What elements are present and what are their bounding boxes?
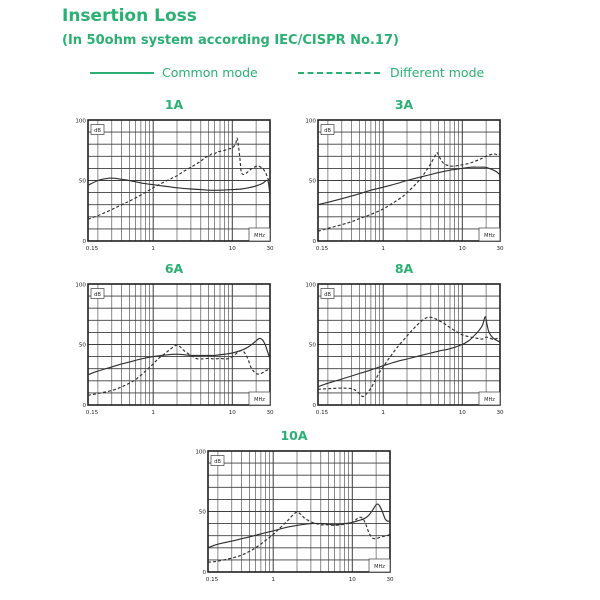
svg-text:MHz: MHz — [484, 232, 495, 239]
chart-canvas-8a — [304, 279, 504, 421]
svg-text:50: 50 — [78, 342, 86, 349]
svg-text:30: 30 — [496, 246, 504, 252]
chart-canvas-1a — [74, 115, 274, 257]
svg-text:dB: dB — [214, 458, 221, 465]
chart-canvas-3a — [304, 115, 504, 257]
chart-8a — [304, 261, 504, 421]
svg-text:dB: dB — [94, 127, 101, 134]
chart-title-3a: 3A — [394, 97, 414, 112]
chart-title-8a: 8A — [394, 261, 414, 276]
chart-10a — [194, 428, 394, 588]
svg-text:0.15: 0.15 — [85, 246, 99, 252]
svg-text:100: 100 — [75, 118, 86, 125]
svg-text:30: 30 — [266, 410, 274, 416]
svg-text:0: 0 — [82, 239, 86, 245]
svg-text:0.15: 0.15 — [315, 410, 329, 416]
svg-text:50: 50 — [308, 178, 316, 185]
svg-text:100: 100 — [75, 282, 86, 289]
svg-text:100: 100 — [195, 449, 206, 456]
svg-text:100: 100 — [305, 118, 316, 125]
svg-text:dB: dB — [324, 127, 331, 134]
chart-canvas-10a — [194, 446, 394, 588]
svg-text:MHz: MHz — [254, 232, 265, 239]
svg-text:MHz: MHz — [254, 396, 265, 403]
svg-text:50: 50 — [308, 342, 316, 349]
svg-text:0.15: 0.15 — [205, 577, 219, 583]
svg-text:50: 50 — [78, 178, 86, 185]
svg-text:10: 10 — [228, 410, 236, 416]
svg-text:0: 0 — [312, 403, 316, 409]
svg-text:dB: dB — [324, 291, 331, 298]
legend-different-label: Different mode — [390, 65, 485, 80]
svg-text:MHz: MHz — [374, 563, 385, 570]
svg-text:10: 10 — [458, 410, 466, 416]
chart-title-1a: 1A — [164, 97, 184, 112]
svg-text:0.15: 0.15 — [85, 410, 99, 416]
svg-text:30: 30 — [496, 410, 504, 416]
svg-text:50: 50 — [198, 509, 206, 516]
svg-text:MHz: MHz — [484, 396, 495, 403]
legend-common-label: Common mode — [162, 65, 258, 80]
legend-common-line-icon — [90, 72, 154, 74]
svg-text:1: 1 — [151, 410, 155, 416]
svg-text:30: 30 — [386, 577, 394, 583]
chart-6a — [74, 261, 274, 421]
chart-canvas-6a — [74, 279, 274, 421]
svg-text:30: 30 — [266, 246, 274, 252]
svg-text:1: 1 — [151, 246, 155, 252]
legend-different-line-icon — [298, 72, 380, 74]
chart-title-6a: 6A — [164, 261, 184, 276]
svg-text:1: 1 — [271, 577, 275, 583]
svg-text:0: 0 — [312, 239, 316, 245]
svg-text:0.15: 0.15 — [315, 246, 329, 252]
svg-text:dB: dB — [94, 291, 101, 298]
svg-text:100: 100 — [305, 282, 316, 289]
svg-text:10: 10 — [458, 246, 466, 252]
svg-text:10: 10 — [228, 246, 236, 252]
svg-text:1: 1 — [381, 410, 385, 416]
svg-text:10: 10 — [348, 577, 356, 583]
svg-text:1: 1 — [381, 246, 385, 252]
page-title: Insertion Loss — [62, 6, 197, 26]
chart-3a — [304, 97, 504, 257]
chart-1a — [74, 97, 274, 257]
svg-text:0: 0 — [82, 403, 86, 409]
svg-text:0: 0 — [202, 570, 206, 576]
chart-title-10a: 10A — [280, 428, 308, 443]
page-subtitle: (In 50ohm system according IEC/CISPR No.17) — [62, 33, 399, 48]
